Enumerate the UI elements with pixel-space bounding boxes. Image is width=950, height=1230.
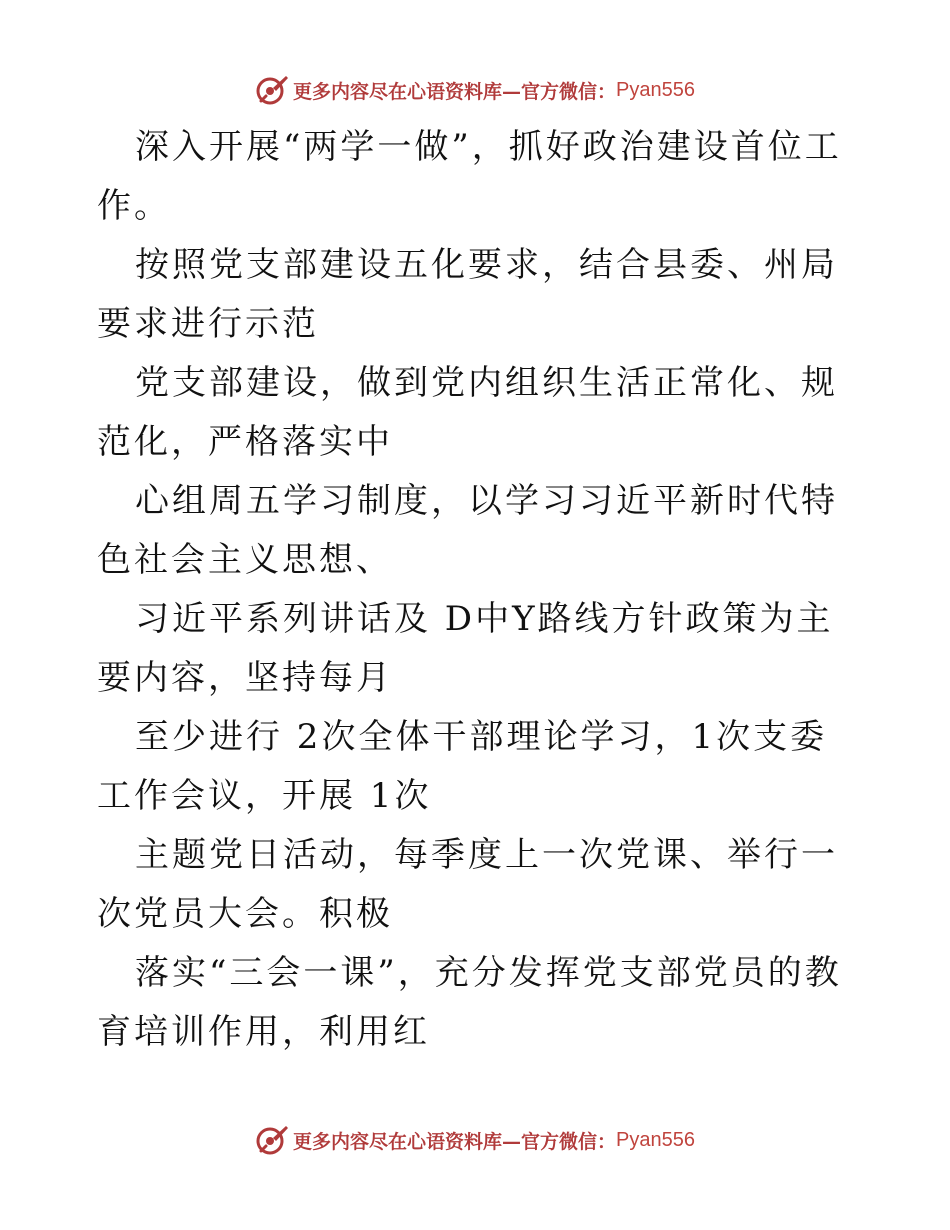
- brush-logo-icon: [255, 73, 289, 107]
- footer-banner-text: 更多内容尽在心语资料库—官方微信：: [293, 1130, 617, 1153]
- header-banner-id: Pyan556: [616, 78, 695, 101]
- paragraph: 至少进行 2次全体干部理论学习，1次支委工作会议，开展 1次: [97, 717, 828, 816]
- document-body: [97, 118, 857, 1062]
- paragraph: 落实“三会一课”，充分发挥党支部党员的教育培训作用，利用红: [97, 953, 842, 1052]
- paragraph: 心组周五学习制度，以学习习近平新时代特色社会主义思想、: [97, 481, 838, 580]
- paragraph: 主题党日活动，每季度上一次党课、举行一次党员大会。积极: [97, 835, 838, 934]
- paragraph: 按照党支部建设五化要求，结合县委、州局要求进行示范: [97, 245, 838, 344]
- paragraph: 深入开展“两学一做”，抓好政治建设首位工作。: [97, 127, 842, 226]
- header-banner: [0, 70, 950, 110]
- paragraph: 党支部建设，做到党内组织生活正常化、规范化，严格落实中: [97, 363, 838, 462]
- footer-banner-id: Pyan556: [616, 1128, 695, 1151]
- header-banner-text: 更多内容尽在心语资料库—官方微信：: [293, 80, 617, 103]
- brush-logo-icon: [255, 1123, 289, 1157]
- footer-banner: [0, 1120, 950, 1160]
- paragraph: 习近平系列讲话及 D中Y路线方针政策为主要内容，坚持每月: [97, 599, 834, 698]
